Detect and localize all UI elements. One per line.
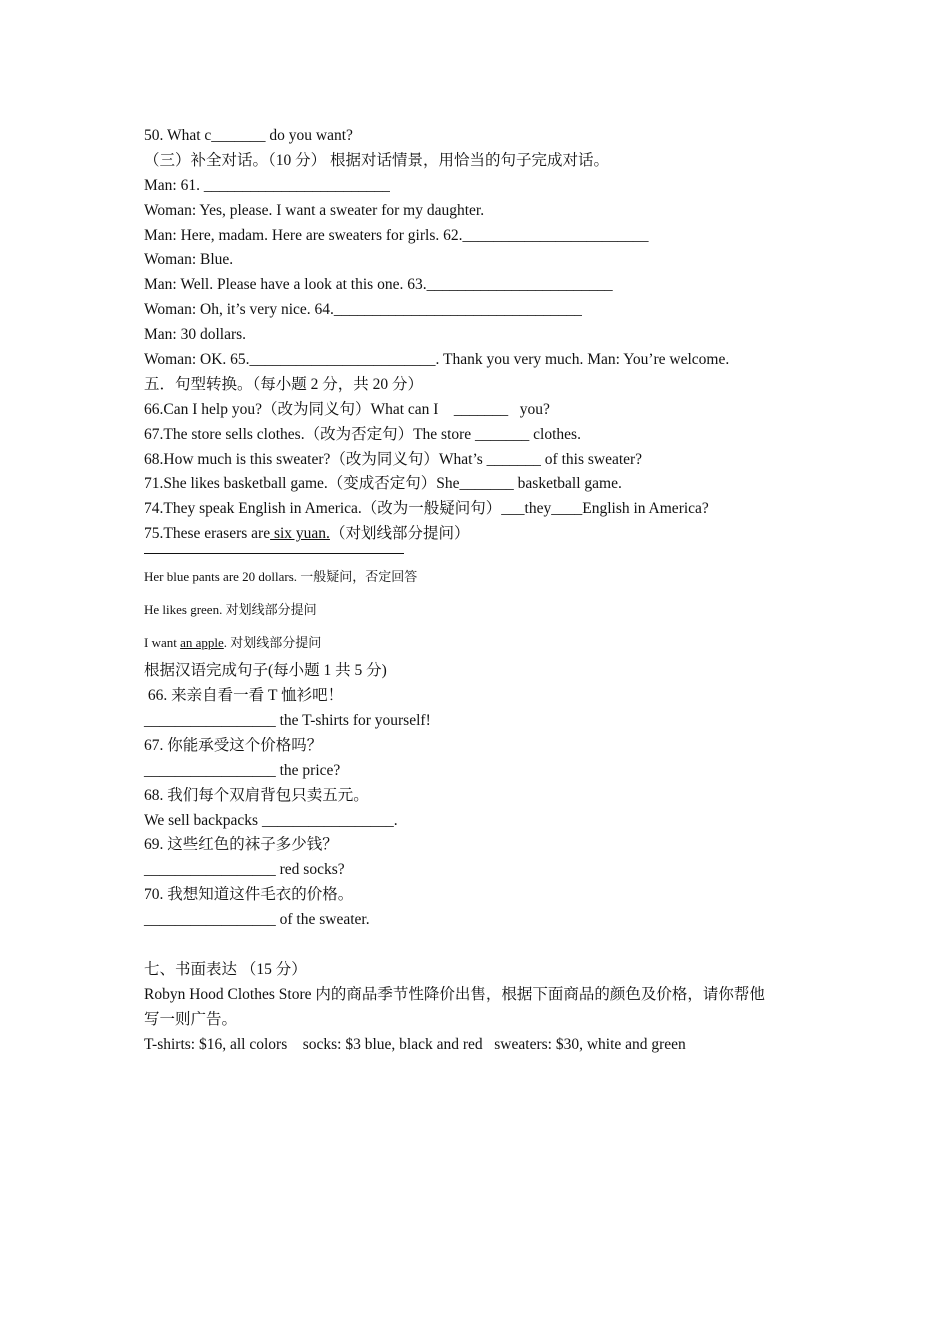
extra-item-1: Her blue pants are 20 dollars. 一般疑问，否定回答 — [144, 569, 418, 585]
dialogue-line-62: Man: Here, madam. Here are sweaters for girls. 62.________________________ — [144, 226, 649, 244]
translation-section-heading: 根据汉语完成句子(每小题 1 共 5 分) — [144, 662, 387, 680]
translation-prompt-69: 69. 这些红色的袜子多少钱？ — [144, 836, 338, 854]
answer-rule-line — [144, 553, 404, 554]
transform-section-heading: 五．句型转换。（每小题 2 分，共 20 分） — [144, 375, 424, 393]
translation-answer-68: We sell backpacks _________________. — [144, 811, 398, 829]
q50-line: 50. What c_______ do you want? — [144, 127, 353, 144]
translation-answer-70: _________________ of the sweater. — [144, 911, 370, 929]
item-75-text: 75.These erasers are — [144, 525, 271, 543]
translation-prompt-70: 70. 我想知道这件毛衣的价格。 — [144, 886, 354, 904]
dialogue-line: Woman: Yes, please. I want a sweater for my daughter. — [144, 201, 485, 219]
answer-rule — [144, 547, 814, 561]
writing-section-heading: 七、书面表达 （15 分） — [144, 960, 307, 978]
writing-instruction-1: Robyn Hood Clothes Store 内的商品季节性降价出售，根据下面商品的颜色及价格，请你帮他 — [144, 985, 765, 1003]
transform-item-74: 74.They speak English in America.（改为一般疑问句）___they____English in America? — [144, 500, 709, 518]
translation-answer-69: _________________ red socks? — [144, 861, 345, 879]
writing-product-list: T-shirts: $16, all colors socks: $3 blue, black and red sweaters: $30, white and green — [144, 1035, 686, 1053]
blank-spacer — [144, 933, 814, 958]
translation-answer-67: _________________ the price? — [144, 761, 341, 779]
extra-item-3 — [144, 627, 814, 660]
dialogue-line: Woman: Blue. — [144, 251, 234, 269]
transform-item-75 — [144, 522, 814, 547]
translation-prompt-66: 66. 来亲自看一看 T 恤衫吧！ — [144, 687, 344, 705]
dialogue-line-64: Woman: Oh, it’s very nice. 64.________________________________ — [144, 301, 582, 319]
transform-item-67: 67.The store sells clothes.（改为否定句）The store _______ clothes. — [144, 425, 581, 443]
writing-instruction-2: 写一则广告。 — [144, 1010, 238, 1028]
extra-item-3-instruction: . 对划线部分提问 — [223, 634, 322, 650]
extra-item-2: He likes green. 对划线部分提问 — [144, 601, 317, 617]
translation-prompt-68: 68. 我们每个双肩背包只卖五元。 — [144, 786, 369, 804]
dialogue-line-63: Man: Well. Please have a look at this one. 63.________________________ — [144, 276, 613, 294]
dialogue-section-heading: （三）补全对话。（10 分） 根据对话情景，用恰当的句子完成对话。 — [144, 151, 610, 169]
dialogue-line-61: Man: 61. ________________________ — [144, 176, 390, 194]
dialogue-line-65: Woman: OK. 65.________________________. Thank you very much. Man: You’re welcome. — [144, 351, 730, 369]
document-content — [144, 124, 814, 1057]
transform-item-66: 66.Can I help you?（改为同义句）What can I _______ you? — [144, 400, 550, 418]
translation-prompt-67: 67. 你能承受这个价格吗？ — [144, 736, 323, 754]
transform-item-71: 71.She likes basketball game.（变成否定句）She_______ basketball game. — [144, 475, 622, 493]
item-75-instruction: （对划线部分提问） — [329, 525, 470, 543]
dialogue-line: Man: 30 dollars. — [144, 326, 247, 344]
transform-item-68: 68.How much is this sweater?（改为同义句）What’s _______ of this sweater? — [144, 450, 643, 468]
item-75-underlined: six yuan. — [270, 525, 330, 543]
translation-answer-66: _________________ the T-shirts for yourself! — [144, 711, 431, 729]
extra-item-3-underlined: an apple — [180, 634, 224, 650]
extra-item-3-text: I want — [144, 634, 181, 650]
